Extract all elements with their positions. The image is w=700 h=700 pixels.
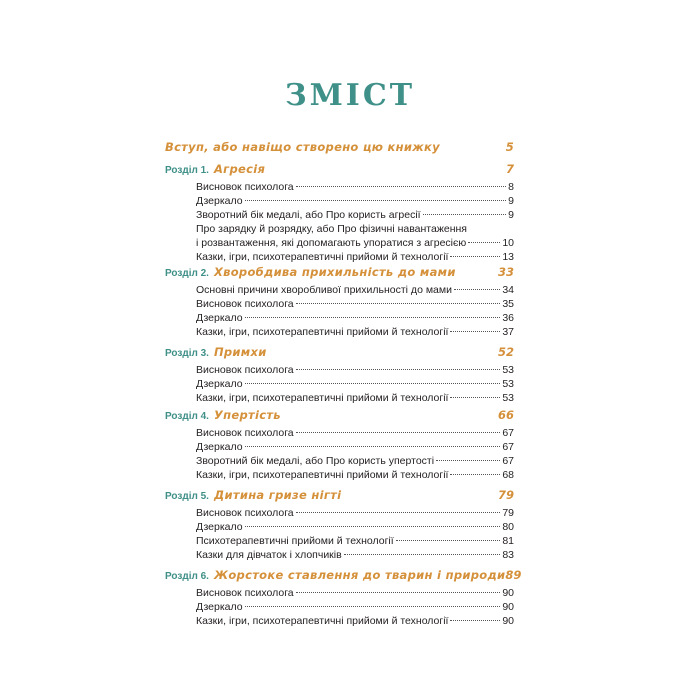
section-title: Примхи (213, 345, 267, 359)
dot-leader (436, 460, 500, 461)
entry-label: Казки, ігри, психотерапевтичні прийоми й технології (196, 392, 449, 404)
intro-label: Вступ, або навіщо створено цю книжку (165, 140, 440, 154)
toc-entry[interactable] (196, 283, 514, 297)
entry-label: Основні причини хворобливої прихильності до мами (196, 284, 452, 296)
entry-label: Казки, ігри, психотерапевтичні прийоми й технології (196, 326, 449, 338)
entry-label: Висновок психолога (196, 181, 294, 193)
entry-label: Дзеркало (196, 521, 243, 533)
section-page: 79 (497, 488, 514, 502)
entry-page: 9 (508, 195, 514, 207)
entry-page: 53 (502, 364, 514, 376)
entry-page: 36 (502, 312, 514, 324)
section-heading[interactable] (165, 265, 514, 283)
toc-entry[interactable] (196, 250, 514, 264)
section-number: Розділ 5. (165, 491, 209, 502)
dot-leader (450, 331, 500, 332)
intro-page: 5 (505, 140, 514, 154)
section-title: Агресія (213, 162, 266, 176)
dot-leader (296, 592, 501, 593)
entry-page: 37 (502, 326, 514, 338)
entry-page: 35 (502, 298, 514, 310)
entry-page: 67 (502, 455, 514, 467)
entry-page: 90 (502, 601, 514, 613)
toc-section-4 (165, 408, 514, 482)
section-page: 89 (505, 568, 522, 582)
toc-entry[interactable] (196, 222, 514, 250)
toc-entry[interactable] (196, 311, 514, 325)
entry-page: 80 (502, 521, 514, 533)
entry-page: 67 (502, 427, 514, 439)
entry-label: Дзеркало (196, 195, 243, 207)
dot-leader (454, 289, 500, 290)
dot-leader (245, 606, 501, 607)
entry-label: Казки, ігри, психотерапевтичні прийоми й технології (196, 615, 449, 627)
toc-entry[interactable] (196, 586, 514, 600)
entry-page: 83 (502, 549, 514, 561)
section-title: Дитина гризе нігті (213, 488, 342, 502)
section-heading[interactable] (165, 162, 514, 180)
section-heading[interactable] (165, 408, 514, 426)
toc-section-2 (165, 265, 514, 339)
dot-leader (245, 446, 501, 447)
dot-leader (450, 474, 500, 475)
entry-label: Висновок психолога (196, 507, 294, 519)
entry-label: Казки для дівчаток і хлопчиків (196, 549, 342, 561)
toc-entry[interactable] (196, 325, 514, 339)
toc-entry[interactable] (196, 600, 514, 614)
section-title: Хворобдива прихильність до мами (213, 265, 456, 279)
section-title: Упертість (213, 408, 281, 422)
section-number: Розділ 4. (165, 411, 209, 422)
dot-leader (450, 397, 500, 398)
section-page: 52 (497, 345, 514, 359)
dot-leader (450, 256, 500, 257)
section-title: Жорстоке ставлення до тварин і природи (213, 568, 506, 582)
section-heading[interactable] (165, 488, 514, 506)
section-heading[interactable] (165, 568, 522, 586)
entry-label: Зворотний бік медалі, або Про користь упертості (196, 455, 435, 467)
toc-entry[interactable] (196, 363, 514, 377)
entry-page: 53 (502, 378, 514, 390)
dot-leader (296, 186, 507, 187)
section-number: Розділ 6. (165, 571, 209, 582)
dot-leader (468, 242, 500, 243)
dot-leader (245, 383, 501, 384)
dot-leader (245, 317, 501, 318)
toc-entry[interactable] (196, 548, 514, 562)
section-page: 66 (497, 408, 514, 422)
toc-section-3 (165, 345, 514, 405)
toc-entry[interactable] (196, 534, 514, 548)
entry-page: 67 (502, 441, 514, 453)
entry-label: Висновок психолога (196, 298, 294, 310)
entry-page: 90 (502, 615, 514, 627)
entry-label: Висновок психолога (196, 364, 294, 376)
entry-label: Зворотний бік медалі, або Про користь агресії (196, 209, 421, 221)
section-number: Розділ 3. (165, 348, 209, 359)
entry-page: 13 (502, 251, 514, 263)
toc-entry[interactable] (196, 391, 514, 405)
section-heading[interactable] (165, 345, 514, 363)
entry-label: Дзеркало (196, 312, 243, 324)
entry-label: Висновок психолога (196, 427, 294, 439)
toc-section-6 (165, 568, 522, 628)
toc-entry[interactable] (196, 440, 514, 454)
toc-entry[interactable] (196, 194, 514, 208)
dot-leader (245, 200, 507, 201)
entry-page: 90 (502, 587, 514, 599)
section-number: Розділ 2. (165, 268, 209, 279)
entry-label: Казки, ігри, психотерапевтичні прийоми й технології (196, 469, 449, 481)
entry-page: 68 (502, 469, 514, 481)
entry-page: 79 (502, 507, 514, 519)
entry-page: 10 (502, 237, 514, 249)
entry-page: 9 (508, 209, 514, 221)
dot-leader (450, 620, 500, 621)
entry-page: 81 (502, 535, 514, 547)
dot-leader (245, 526, 501, 527)
entry-label: Психотерапевтичні прийоми й технології (196, 535, 394, 547)
dot-leader (296, 432, 501, 433)
toc-entry[interactable] (196, 520, 514, 534)
entry-label: Про зарядку й розрядку, або Про фізичні навантаження (196, 223, 467, 235)
toc-entry[interactable] (196, 180, 514, 194)
toc-entry[interactable] (196, 426, 514, 440)
dot-leader (296, 303, 501, 304)
entry-label: Дзеркало (196, 378, 243, 390)
page-title: ЗМІСТ (284, 78, 416, 113)
toc-section-1 (165, 162, 514, 264)
toc-entry[interactable] (196, 454, 514, 468)
section-page: 7 (505, 162, 514, 176)
entry-label: Дзеркало (196, 601, 243, 613)
toc-entry[interactable] (196, 297, 514, 311)
dot-leader (296, 512, 501, 513)
dot-leader (423, 214, 507, 215)
dot-leader (296, 369, 501, 370)
toc-intro-row[interactable] (165, 140, 514, 154)
dot-leader (396, 540, 501, 541)
entry-label: Висновок психолога (196, 587, 294, 599)
section-number: Розділ 1. (165, 165, 209, 176)
toc-entry[interactable] (196, 208, 514, 222)
toc-section-5 (165, 488, 514, 562)
entry-page: 34 (502, 284, 514, 296)
entry-page: 8 (508, 181, 514, 193)
toc-entry[interactable] (196, 506, 514, 520)
entry-label: Дзеркало (196, 441, 243, 453)
entry-page: 53 (502, 392, 514, 404)
toc-entry[interactable] (196, 377, 514, 391)
entry-label: Казки, ігри, психотерапевтичні прийоми й технології (196, 251, 449, 263)
toc-entry[interactable] (196, 614, 514, 628)
toc-entry[interactable] (196, 468, 514, 482)
section-page: 33 (497, 265, 514, 279)
dot-leader (344, 554, 501, 555)
entry-label-continued: і розвантаження, які допомагають упоратися з агресією (196, 237, 467, 249)
